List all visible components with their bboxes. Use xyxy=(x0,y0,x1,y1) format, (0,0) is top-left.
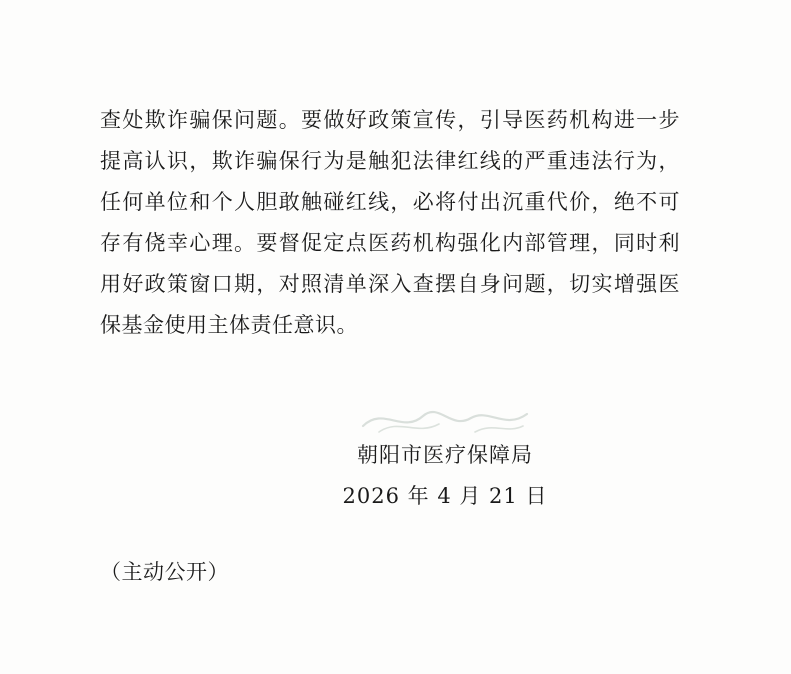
body-paragraph: 查处欺诈骗保问题。要做好政策宣传，引导医药机构进一步提高认识，欺诈骗保行为是触犯法律红线的严重违法行为，任何单位和个人胆敢触碰红线，必将付出沉重代价，绝不可存有侥幸心理。要督促定点医药机构强化内部管理，同时利用好政策窗口期，对照清单深入查摆自身问题，切实增强医保基金使用主体责任意识。 xyxy=(100,108,680,337)
document-body xyxy=(100,100,680,346)
issue-date: 2026 年 4 月 21 日 xyxy=(342,484,548,508)
signature-block xyxy=(100,435,680,517)
issuing-authority: 朝阳市医疗保障局 xyxy=(357,443,533,467)
disclosure-note: （主动公开） xyxy=(100,560,229,584)
handwriting-mark-icon xyxy=(355,400,555,440)
